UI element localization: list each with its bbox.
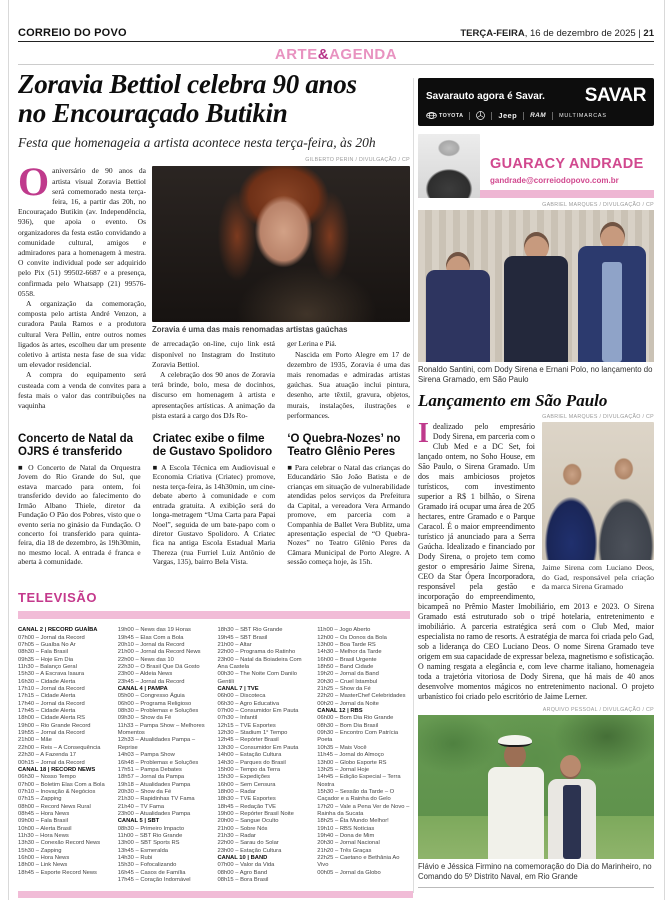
- toyota-label: TOYOTA: [439, 112, 464, 119]
- paragraph: Nascida em Porto Alegre em 17 de dezembro de 1935, Zoravia é uma das mais renomadas e admiradas artistas gaúchas. Sua atuação inclui pintura, desenho, arte têxtil, gravura, objetos, murais, instalações, ilustrações e performances.: [287, 349, 410, 420]
- tv-listing-item: 18h45 – Esporte Record News: [18, 869, 97, 876]
- person-head: [560, 755, 581, 779]
- tv-listing-item: 16h30 – Cidade Alerta: [18, 678, 76, 685]
- page-number: 21: [643, 28, 654, 39]
- tv-listing-item: 06h00 – Discoteca: [217, 693, 266, 700]
- tv-listing-item: 18h25 – Êta Mundo Melhor!: [317, 818, 389, 825]
- dropcap-o: O: [18, 159, 50, 205]
- tv-listing-item: 17h15 – Cidade Alerta: [18, 693, 76, 700]
- paragraph: A compra do equipamento será custeada com a venda de convites para a festa mais o valor das contribuições na vaquinha: [18, 370, 146, 410]
- photo-credit: GABRIEL MARQUES / DIVULGAÇÃO / CP: [542, 414, 654, 421]
- tv-listing-item: 21h25 – Show da Fé: [317, 686, 371, 693]
- tv-listing-item: 07h05 – Guaíba No Ar: [18, 642, 76, 648]
- tv-listing-item: 20h10 – Jornal da Record: [117, 642, 185, 648]
- tv-listing-item: 22h00 – Reis – A Consequência: [18, 744, 101, 751]
- tv-listing-item: 06h30 – Nosso Tempo: [18, 774, 76, 781]
- column-divider: [413, 78, 414, 893]
- tv-listings: [18, 627, 410, 883]
- page-edge-right: [664, 0, 665, 900]
- tv-column-2: [117, 627, 211, 883]
- tv-listing-item: 14h03 – Pampa Show: [117, 752, 175, 759]
- tv-listing-item: 18h00 – Cidade Alerta RS: [18, 715, 86, 722]
- tv-listing-item: 00h15 – Jornal da Record: [18, 759, 85, 766]
- tv-listing-item: 13h00 – SBT Sports RS: [117, 840, 180, 847]
- tv-listing-item: 17h51 – Pampa Debates: [117, 766, 182, 773]
- tv-listing-item: 12h15 – TVE Esportes: [217, 722, 276, 729]
- right-headline: Lançamento em São Paulo: [418, 391, 608, 411]
- tv-listing-item: 21h00 – Sobre Nós: [217, 825, 268, 832]
- tv-listing-item: 07h00 – Consumidor Em Pauta: [217, 708, 299, 715]
- tv-listing-item: 16h00 – Hora News: [18, 854, 70, 861]
- tv-listing-item: 19h10 – RBS Notícias: [317, 825, 375, 832]
- tv-listing-item: 11h00 – Jogo Aberto: [317, 627, 371, 634]
- lead-photo-caption: Zoravia é uma das mais renomadas artistas gaúchas: [152, 325, 348, 335]
- weekday: TERÇA-FEIRA: [460, 28, 525, 39]
- brief-title: Criatec exibe o filme de Gustavo Spolidoro: [152, 433, 273, 459]
- tv-listing-item: 11h30 – Hora News: [18, 832, 69, 839]
- photo-caption: Jaime Sirena com Luciano Deos, do Gad, responsável pela criação da marca Sirena Gramado: [542, 563, 654, 592]
- tv-listing-item: 07h00 – Jornal da Record: [18, 634, 85, 641]
- tv-listing-item: 06h30 – Agro Educativa: [217, 700, 280, 707]
- article-column-3: [287, 339, 410, 423]
- tv-listing-item: 18h00 – Radar: [217, 788, 256, 795]
- ram-logo: RAM: [530, 112, 547, 119]
- tv-listing-item: 07h00 – Boletim Elas Com a Bola: [18, 781, 105, 788]
- section-title-agenda: AGENDA: [329, 46, 398, 63]
- lead-article: [18, 69, 411, 883]
- savar-brands-row: [426, 111, 646, 120]
- tv-listing-item: 12h45 – Repórter Brasil: [217, 737, 279, 744]
- tv-listing-item: 08h45 – Hora News: [18, 810, 70, 817]
- headline-line-2: no Encouraçado Butikin: [18, 98, 288, 129]
- separator: [552, 112, 553, 120]
- tv-listing-item: 14h30 – Parques do Brasil: [217, 759, 286, 766]
- tv-listing-item: 00h05 – Jornal da Globo: [317, 869, 381, 876]
- tv-channel-header: CANAL 10 | BAND: [217, 854, 268, 861]
- tv-listing-item: 08h30 – Fala Brasil: [18, 649, 68, 656]
- tv-listing-item: 19h40 – Dona de Mim: [317, 832, 375, 839]
- paragraph: ger Lerina e Piá.: [287, 339, 337, 349]
- tv-listing-item: 19h00 – Rio Grande Record: [18, 722, 91, 729]
- multimarcas-label: MULTIMARCAS: [559, 112, 607, 119]
- brief-title: ‘O Quebra-Nozes’ no Teatro Glênio Peres: [287, 433, 401, 459]
- tv-listing-item: 15h30 – A Escrava Isaura: [18, 671, 85, 678]
- tv-listing-item: 23h00 – Aldeia News: [117, 671, 173, 678]
- separator: [523, 112, 524, 120]
- tv-top-bar: [18, 611, 410, 619]
- tv-listing-item: 11h30 – Balanço Geral: [18, 664, 77, 671]
- right-article-body: [418, 418, 654, 704]
- tv-listing-item: 21h00 – Mãe: [18, 737, 52, 744]
- person-shirt: [602, 262, 622, 362]
- tv-listing-item: 06h00 – Programa Religioso: [117, 700, 192, 707]
- tv-listing-item: 11h00 – SBT Rio Grande: [117, 832, 183, 839]
- tv-listing-item: 09h35 – Hoje Em Dia: [18, 656, 74, 663]
- tv-listing-item: 23h00 – Estação Cultura: [217, 847, 282, 854]
- tv-listing-item: 15h30 – Sessão da Tarde – O Caçador e a Rainha do Gelo: [317, 788, 395, 803]
- masthead-rule: [18, 41, 654, 42]
- brief-body: ■ O Concerto de Natal da Orquestra Jovem do Rio Grande do Sul, que estava marcado para ontem, foi transferido devido ao falecimento do Irmão Albano Thiele, diretor da Fundação O Pão dos Pobres, visto que o evento seria no ginásio da Fundação. O concerto foi transferido para quinta-feira, dia 18 de dezembro, às 19h30min, no mesmo local. A entrada é franca e aberta à comunidade.: [18, 463, 141, 567]
- tv-listing-item: 13h45 – Esmeralda: [117, 847, 169, 854]
- tv-column-4: [317, 627, 410, 877]
- tv-listing-item: 11h33 – Pampa Show – Melhores Momentos: [117, 722, 205, 737]
- mercedes-logo: [476, 111, 485, 120]
- savar-logo: SAVAR: [584, 85, 646, 106]
- columnist-portrait: [418, 134, 480, 198]
- tv-listing-item: 19h00 – News das 19 Horas: [117, 627, 191, 634]
- tv-listing-item: 22h00 – News das 10: [117, 656, 174, 663]
- tv-listing-item: 19h18 – Atualidades Pampa: [117, 781, 191, 788]
- photo-credit: GABRIEL MARQUES / DIVULGAÇÃO / CP: [542, 202, 654, 208]
- paragraph: de arrecadação on-line, cujo link está disponível no Instagram do Instituto Zoravia Bettiol.: [152, 339, 275, 369]
- edition-date: [460, 28, 654, 39]
- toyota-logo: [426, 112, 463, 119]
- tv-listing-item: 14h45 – Edição Especial – Terra Nostra: [317, 774, 401, 788]
- tv-listing-item: 13h30 – Consumidor Em Pauta: [217, 744, 299, 751]
- tv-listing-item: 19h20 – Jornal da Band: [317, 671, 379, 678]
- savar-ad-top: [426, 85, 646, 107]
- tv-bottom-bar: [18, 891, 413, 898]
- tv-listing-item: 15h30 – Fofocalizando: [117, 862, 177, 869]
- tv-listing-item: 22h30 – O Brasil Que Dá Gosto: [117, 664, 200, 671]
- tv-listing-item: 00h20 – Jornal da Noite: [317, 700, 379, 707]
- tv-listing-item: 19h00 – Repórter Brasil Noite: [217, 810, 294, 817]
- tv-listing-item: 00h30 – The Noite Com Danilo Gentili: [217, 671, 297, 685]
- tv-column-3: [217, 627, 311, 883]
- headline-line-1: Zoravia Bettiol celebra 90 anos: [18, 69, 357, 99]
- brief-title: Concerto de Natal da OJRS é transferido: [18, 433, 134, 459]
- tv-listing-item: 20h30 – Cruel Istambul: [317, 678, 378, 685]
- photo-navy-day: [418, 715, 654, 859]
- tv-listing-item: 23h00 – Natal da Boiadeira Com Ana Castela: [217, 656, 302, 671]
- date-text: , 16 de dezembro de 2025 |: [524, 28, 644, 39]
- article-column-1: [18, 159, 146, 423]
- section-title-ampersand: &: [317, 46, 330, 63]
- tv-listing-item: 17h45 – Coração Indomável: [117, 877, 191, 883]
- tv-listing-item: 17h10 – Jornal da Record: [18, 686, 85, 693]
- tv-listing-item: 14h30 – Rubi: [117, 854, 153, 861]
- navy-top: [563, 785, 581, 859]
- tv-listing-item: 08h30 – Problemas e Soluções: [117, 708, 199, 715]
- tv-listing-item: 13h00 – Boa Tarde RS: [317, 642, 376, 648]
- separator: [469, 112, 470, 120]
- tv-listing-item: 17h40 – Jornal da Record: [18, 700, 85, 707]
- tv-listing-item: 16h45 – Casos de Família: [117, 869, 186, 876]
- tv-listing-item: 07h00 – Valor da Vida: [217, 862, 275, 869]
- navy-cap: [498, 735, 532, 747]
- tv-listing-item: 21h30 – Rapidinhas TV Fama: [117, 796, 195, 803]
- article-column-2: [152, 339, 275, 423]
- newspaper-name: CORREIO DO POVO: [18, 27, 127, 39]
- tv-listing-item: 19h55 – Jornal da Record: [18, 730, 85, 737]
- tv-listing-item: 21h20 – Três Graças: [317, 847, 372, 854]
- tv-listing-item: 22h30 – A Fazenda 17: [18, 752, 77, 759]
- tv-listing-item: 22h25 – Caetano e Bethânia Ao Vivo: [317, 854, 400, 869]
- person-suit: [426, 270, 490, 362]
- tv-listing-item: 21h30 – Radar: [217, 832, 256, 839]
- tv-listing-item: 08h00 – Agro Band: [217, 869, 268, 876]
- tv-listing-item: 07h15 – Zapping: [18, 796, 62, 803]
- tv-listing-item: 14h30 – Melhor da Tarde: [317, 649, 382, 656]
- photo-three-men: [418, 210, 654, 362]
- tv-listing-item: 05h00 – Congresso Águia: [117, 693, 185, 700]
- inset-photo-block: [542, 422, 654, 592]
- tv-listing-item: 17h45 – Cidade Alerta: [18, 708, 76, 715]
- tv-channel-header: CANAL 5 | SBT: [117, 818, 160, 825]
- toyota-icon: [426, 112, 437, 119]
- right-column: [418, 78, 654, 888]
- tv-listing-item: 18h30 – TVE Esportes: [217, 796, 276, 803]
- tv-listing-item: 21h40 – TV Fama: [117, 803, 165, 810]
- tv-listing-item: 18h50 – Band Cidade: [317, 664, 374, 671]
- tv-listing-item: 11h45 – Jornal do Almoço: [317, 752, 384, 759]
- photo-jaime-luciano: [542, 422, 654, 560]
- tv-listing-item: 21h00 – Jornal da Record News: [117, 649, 201, 656]
- tv-listing-item: 08h30 – Bom Dia Brasil: [317, 722, 379, 729]
- tv-listing-item: 20h30 – Show da Fé: [117, 788, 172, 795]
- tv-listing-item: 22h00 – Programa do Ratinho: [217, 649, 296, 656]
- bottom-rule: [418, 887, 654, 888]
- tv-listing-item: 13h00 – Globo Esporte RS: [317, 759, 387, 766]
- savar-ad: [418, 78, 654, 126]
- section-title-arte: ARTE: [274, 46, 318, 63]
- right-article-text: dealizado pelo empresário Dody Sirena, em parceria com o Club Med e a DC Set, foi lançado ontem, no Soho House, em São Paulo, o Sirena Gramado. Um dos mais ambiciosos projetos turísticos, com investimento superior a R$ 1 bilhão, o Sirena Gramado irá ocupar uma área de 205 hectares, entre Gramado e o Parque Caracol. É o maior empreendimento turístico já anunciado para a Serra Gaúcha. Idealizado e financiado por Dody Sirena, o projeto tem como gestor o empresário Jaime Sirena, CEO da Star Ópera Incorporadora, responsável pela gestão e incorporação do empreendimento, bicampeã no Prêmio Master Imobiliário, em 2013 e 2023. O Sirena Gramado está estruturado sob o tripé hotelaria, entretenimento e imobiliário. A parceria estratégica será com o Club Med, maior especialista no ramo de resorts. A estratégia de marca foi criada pelo Gad, sob a liderança do CEO Luciano Deos. O nome Sirena Gramado teve origem em sua capacidade de expressar beleza, magnetismo e sofisticação. O naming resgata a elegância e, com leve charme italiano, homenageia toda a trajetória vitoriosa de Dody Sirena, que há mais de 40 anos desenvolve momentos mágicos no entretenimento nacional. O projeto urbanístico foi criado pelo escritório de Jaime Lerner.: [418, 422, 654, 702]
- tv-listing-item: 15h30 – Zapping: [18, 847, 62, 854]
- paragraph-text: aniversário de 90 anos da artista visual Zoravia Bettiol será comemorado nesta terça-feira, 16, a partir das 20h, no Encouraçado Butikin (av. Independência, 936), que apoia o evento. Os organizadores da festa estão convidando a comunidade cultural, amigos e admiradores para a homenagem à mestra. O convite individual pode ser adquirido pelo Pix (51) 99502-6687 e a presença, confirmada pelo Whatsapp (21) 99576-0558.: [18, 166, 146, 298]
- columnist-email: gandrade@correiodopovo.com.br: [490, 176, 619, 185]
- paragraph: A organização da comemoração, composta pelo artista André Venzon, a curadora Paula Ramos e a produtora cultural Vera Pellin, entre outros nomes ligados às artes, escolheu dar um presente coletivo à artista nesta fase de sua vida: um elevador residencial.: [18, 298, 146, 370]
- header-rule: [18, 64, 654, 65]
- lead-deck: Festa que homenageia a artista acontece nesta terça-feira, às 20h: [18, 135, 376, 151]
- tv-channel-header: CANAL 12 | RBS: [317, 708, 363, 715]
- lead-photo: [152, 166, 410, 322]
- tv-listing-item: 07h10 – Inovação & Negócios: [18, 788, 96, 795]
- tv-listing-item: 12h30 – Stadium 1° Tempo: [217, 730, 288, 737]
- photo-caption: Flávio e Jéssica Firmino na comemoração do Dia do Marinheiro, no Comando do 5º Distrito Naval, em Rio Grande: [418, 862, 652, 881]
- brief-quebra-nozes: [287, 433, 410, 583]
- brief-concerto: [18, 433, 141, 583]
- tv-listing-item: 18h30 – SBT Rio Grande: [217, 627, 283, 634]
- jeep-logo: Jeep: [498, 111, 518, 120]
- lead-photo-credit: GILBERTO PERIN / DIVULGAÇÃO / CP: [305, 157, 410, 164]
- tv-channel-header: CANAL 7 | TVE: [217, 686, 259, 693]
- tv-listing-item: 09h00 – Fala Brasil: [18, 818, 68, 825]
- lead-headline: [18, 70, 410, 128]
- tv-listing-item: 06h00 – Bom Dia Rio Grande: [317, 715, 394, 722]
- news-briefs: [18, 433, 410, 583]
- brief-body: ■ Para celebrar o Natal das crianças do Educandário São João Batista e de crianças em situação de vulnerabilidade atendidas pelos serviços da Prefeitura da Capital, a vereadora Vera Armando promove, em parceria com a Companhia de Ballet Vera Bublitz, uma apresentação especial de “O Quebra-Nozes” no Teatro Glênio Peres da Câmara Municipal de Porto Alegre. A sessão começa hoje, às 15h.: [287, 463, 411, 567]
- tv-listing-item: 16h48 – Problemas e Soluções: [117, 759, 199, 766]
- tv-listing-item: 13h25 – Jornal Hoje: [317, 766, 370, 773]
- tv-listing-item: 18h00 – Link News: [18, 862, 68, 869]
- tv-channel-header: CANAL 2 | RECORD GUAÍBA: [18, 627, 98, 634]
- tv-listing-item: 13h30 – Conexão Record News: [18, 840, 101, 847]
- tv-listing-item: 16h00 – Sem Censura: [217, 781, 276, 788]
- tv-listing-item: 08h00 – Record News Rural: [18, 803, 91, 810]
- tv-listing-item: 15h30 – Expedições: [217, 774, 271, 781]
- tv-listing-item: 16h00 – Brasil Urgente: [317, 656, 377, 663]
- tv-listing-item: 17h20 – Vale a Pena Ver de Novo – Rainha da Sucata: [317, 803, 410, 817]
- tv-listing-item: 20h30 – Jornal Nacional: [317, 840, 380, 847]
- photo-caption: Ronaldo Santini, com Dody Sirena e Ernani Polo, no lançamento do Sirena Gramado, em São Paulo: [418, 365, 653, 384]
- brief-body: ■ A Escola Técnica em Audiovisual e Economia Criativa (Criatec) promove, nesta terça-feira, às 14h30min, um cine-debate aberto à comunidade e com entrada gratuita. A exibição será do longa-metragem “Uma Carta para Papai Noel”, seguida de um bate-papo com o diretor Gustavo Spolidoro. A Criatec fica na antiga Escola Estadual Maria Thereza (rua Furriel Luiz Antônio de Vargas, 135), bairro Bela Vista.: [152, 463, 276, 567]
- tv-listing-item: 21h00 – Altar: [217, 642, 252, 648]
- tv-listing-item: 10h35 – Mais Você: [317, 744, 367, 751]
- paragraph: [18, 159, 146, 299]
- navy-uniform: [488, 767, 544, 859]
- columnist-header: [418, 134, 654, 198]
- tv-listing-item: 09h30 – Encontro Com Patrícia Poeta: [317, 730, 399, 744]
- lead-photo-block: [152, 166, 410, 423]
- tv-listing-item: 14h00 – Estação Cultura: [217, 752, 282, 759]
- columnist-name: GUARACY ANDRADE: [490, 156, 644, 172]
- article-columns-2-3: [152, 339, 410, 423]
- mercedes-star-icon: [476, 111, 485, 120]
- dropcap-i: I: [418, 418, 429, 450]
- tv-listing-item: 12h00 – Os Donos da Bola: [317, 634, 387, 641]
- person-suit: [504, 256, 568, 362]
- tv-listing-item: 23h00 – Atualidades Pampa: [117, 810, 191, 817]
- tv-listing-item: 18h45 – Redação TVE: [217, 803, 277, 810]
- tv-listing-item: 23h45 – Jornal da Record: [117, 678, 185, 685]
- section-title: [0, 46, 672, 63]
- tv-listing-item: 19h45 – Elas Com a Bola: [117, 634, 184, 641]
- tv-listing-item: 12h33 – Atualidades Pampa – Reprise: [117, 737, 196, 751]
- tv-listing-item: 18h57 – Jornal da Pampa: [117, 774, 185, 781]
- tv-listing-item: 09h30 – Show da Fé: [117, 715, 172, 722]
- savar-tagline: Savarauto agora é Savar.: [426, 90, 545, 102]
- photo-credit: ARQUIVO PESSOAL / DIVULGAÇÃO / CP: [542, 707, 654, 714]
- tv-listing-item: 15h00 – Tempo da Terra: [217, 766, 281, 773]
- tv-listing-item: 08h15 – Bora Brasil: [217, 877, 269, 883]
- tv-listing-item: 22h00 – Sarau do Solar: [217, 840, 279, 847]
- tv-channel-header: CANAL 4 | PAMPA: [117, 686, 168, 693]
- page-edge-left: [8, 0, 9, 900]
- tv-channel-header: CANAL 18 | RECORD NEWS: [18, 766, 96, 773]
- tv-column-1: [18, 627, 111, 877]
- tv-listing-item: 08h30 – Primeiro Impacto: [117, 825, 185, 832]
- separator: [491, 112, 492, 120]
- tv-listing-item: 10h00 – Alerta Brasil: [18, 825, 72, 832]
- tv-listing-item: 07h30 – Infantil: [217, 715, 258, 722]
- tv-listing-item: 22h20 – MasterChef Celebridades: [317, 693, 406, 700]
- paragraph: A celebração dos 90 anos de Zoravia terá brinde, bolo, mesa de docinhos, discurso em homenagem à artista e apresentações artísticas. A animação da pista estará a cargo dos DJs Ro-: [152, 369, 275, 420]
- tv-listing-item: 19h45 – SBT Brasil: [217, 634, 268, 641]
- tv-listing-item: 20h00 – Sangue Oculto: [217, 818, 279, 825]
- brief-criatec: [153, 433, 276, 583]
- tv-section-title: TELEVISÃO: [18, 590, 98, 606]
